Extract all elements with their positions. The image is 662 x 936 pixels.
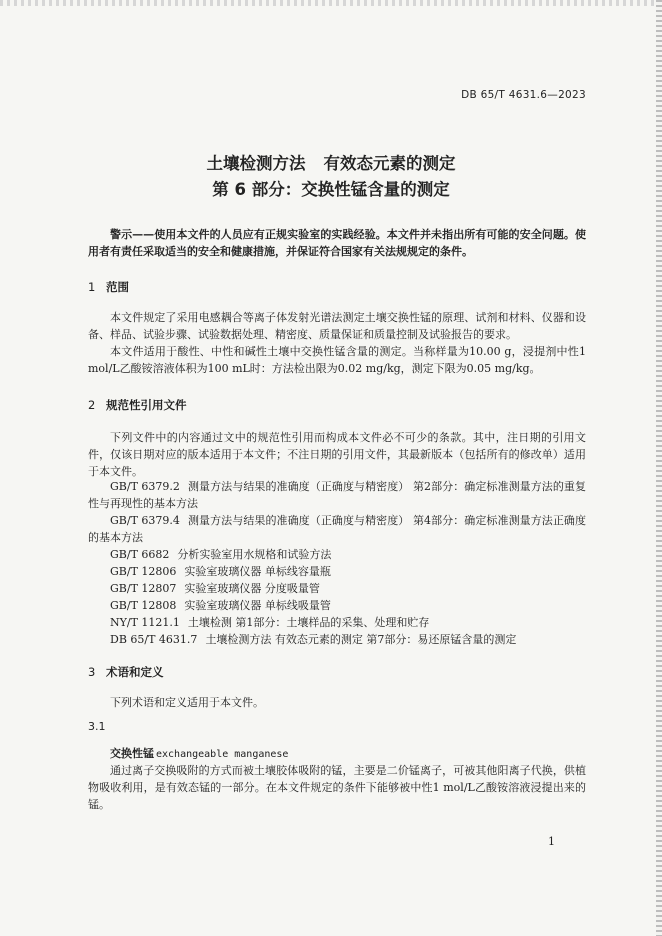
section-2-intro: 下列文件中的内容通过文中的规范性引用而构成本文件必不可少的条款。其中，注日期的引用文件，仅该日期对应的版本适用于本文件；不注日期的引用文件，其最新版本（包括所有的修改单）适用于本文件。 xyxy=(88,431,586,478)
term-chinese: 交换性锰 xyxy=(110,747,154,760)
term-english: exchangeable manganese xyxy=(156,749,289,760)
title-line-1 xyxy=(0,150,662,174)
reference-item: NY/T 1121.1 土壤检测 第1部分：土壤样品的采集、处理和贮存 xyxy=(110,616,430,629)
scan-edge-top xyxy=(0,0,662,6)
document-number: DB 65/T 4631.6—2023 xyxy=(461,89,586,101)
section-1-heading: 1 范围 xyxy=(88,280,129,294)
reference-item: GB/T 6682 分析实验室用水规格和试验方法 xyxy=(110,548,332,561)
reference-item: DB 65/T 4631.7 土壤检测方法 有效态元素的测定 第7部分：易还原锰含量的测定 xyxy=(110,633,517,646)
scan-edge-right xyxy=(656,0,662,936)
section-2-heading: 2 规范性引用文件 xyxy=(88,398,187,412)
subsection-3-1-number: 3.1 xyxy=(88,720,106,733)
reference-item: GB/T 6379.2 测量方法与结果的准确度（正确度与精密度） 第2部分：确定标准测量方法的重复性与再现性的基本方法 xyxy=(88,480,586,510)
term-definition: 通过离子交换吸附的方式而被土壤胶体吸附的锰，主要是二价锰离子，可被其他阳离子代换，供植物吸收利用，是有效态锰的一部分。在本文件规定的条件下能够被中性1 mol/L乙酸铵溶液浸提出来的锰。 xyxy=(88,764,586,811)
warning-text: 警示——使用本文件的人员应有正规实验室的实践经验。本文件并未指出所有可能的安全问题。使用者有责任采取适当的安全和健康措施，并保证符合国家有关法规规定的条件。 xyxy=(88,228,586,258)
reference-item: GB/T 6379.4 测量方法与结果的准确度（正确度与精密度） 第4部分：确定标准测量方法正确度的基本方法 xyxy=(88,514,586,544)
title-main: 土壤检测方法 xyxy=(206,154,306,173)
page-number: 1 xyxy=(548,835,555,848)
section-1-para-1: 本文件规定了采用电感耦合等离子体发射光谱法测定土壤交换性锰的原理、试剂和材料、仪器和设备、样品、试验步骤、试验数据处理、精密度、质量保证和质量控制及试验报告的要求。 xyxy=(88,311,586,341)
title-sub: 有效态元素的测定 xyxy=(323,154,456,173)
reference-item: GB/T 12806 实验室玻璃仪器 单标线容量瓶 xyxy=(110,565,331,578)
section-3-heading: 3 术语和定义 xyxy=(88,665,164,679)
section-3-intro: 下列术语和定义适用于本文件。 xyxy=(110,696,264,709)
reference-item: GB/T 12807 实验室玻璃仪器 分度吸量管 xyxy=(110,582,320,595)
term-entry xyxy=(110,745,288,761)
reference-item: GB/T 12808 实验室玻璃仪器 单标线吸量管 xyxy=(110,599,331,612)
section-1-para-2: 本文件适用于酸性、中性和碱性土壤中交换性锰含量的测定。当称样量为10.00 g，浸提剂中性1 mol/L乙酸铵溶液体积为100 mL时：方法检出限为0.02 mg/kg，测定下限为0.05 mg/kg。 xyxy=(88,345,586,375)
title-line-2: 第 6 部分：交换性锰含量的测定 xyxy=(212,180,450,199)
